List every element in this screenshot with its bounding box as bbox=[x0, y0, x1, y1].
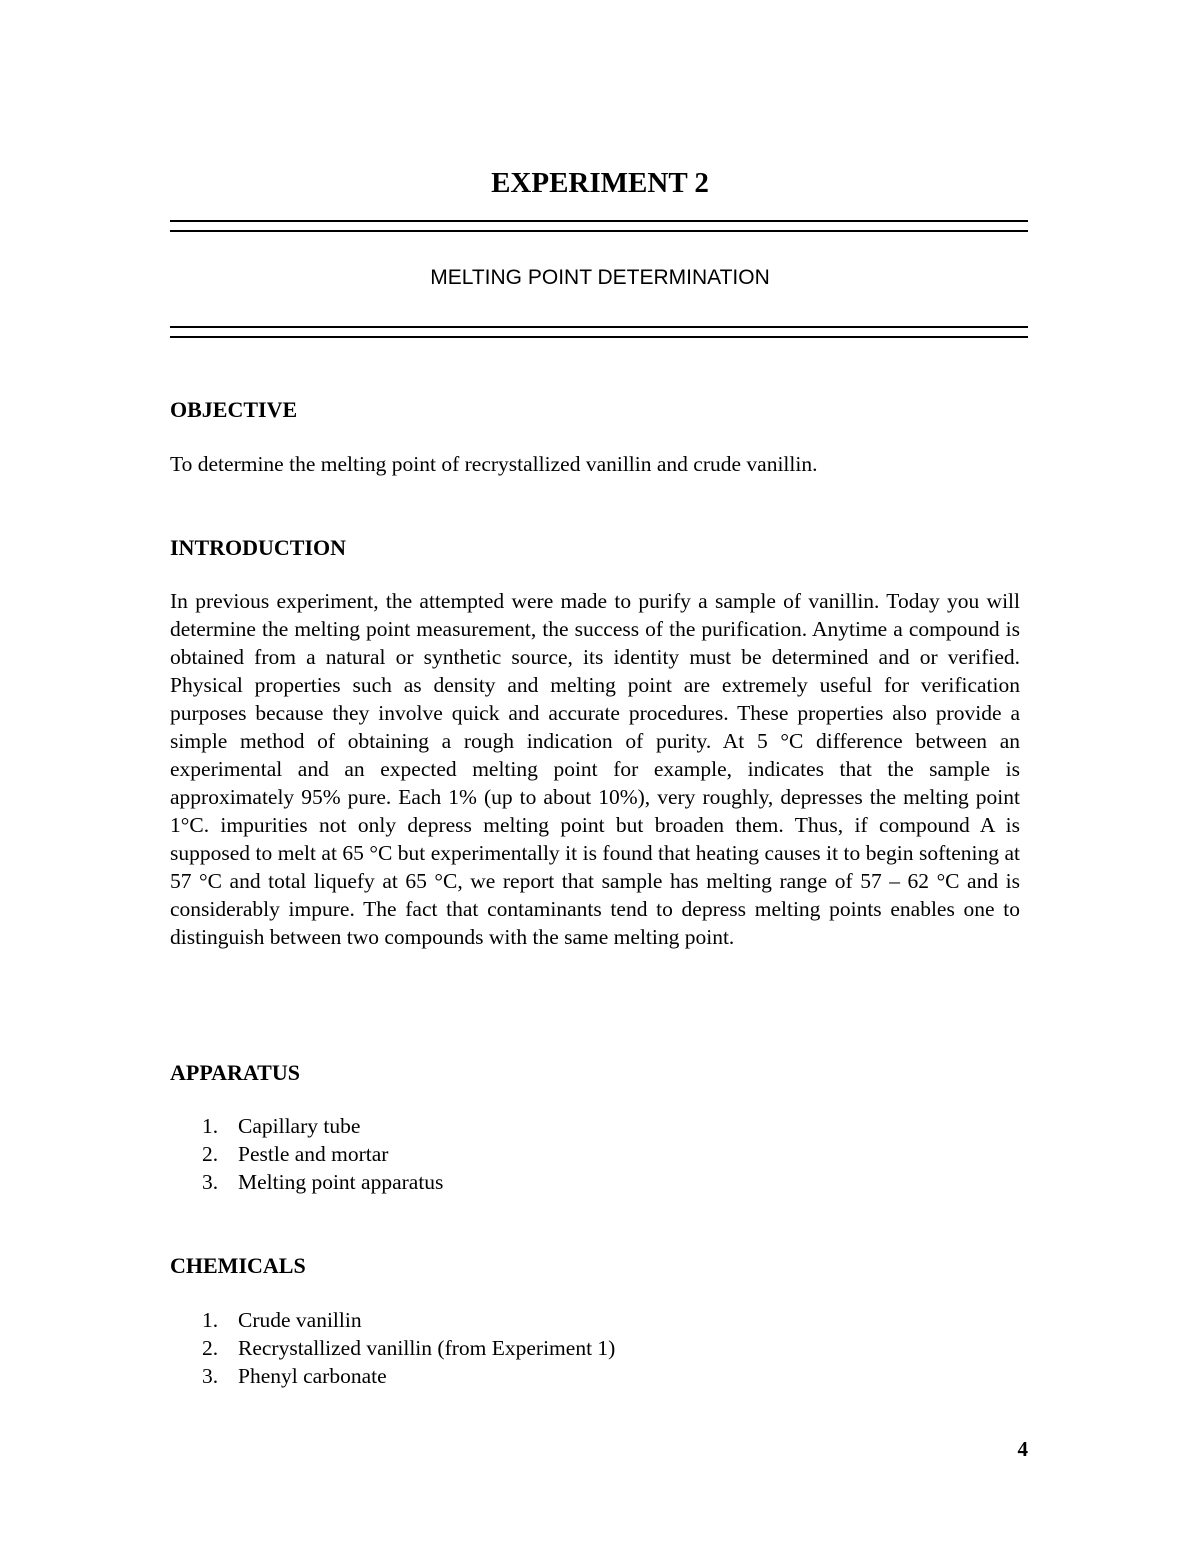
list-item-label: Pestle and mortar bbox=[238, 1142, 389, 1166]
introduction-heading: INTRODUCTION bbox=[170, 535, 347, 560]
page-title: EXPERIMENT 2 bbox=[491, 167, 709, 200]
list-item-number: 1. bbox=[202, 1308, 219, 1332]
objective-text: To determine the melting point of recrystallized vanillin and crude vanillin. bbox=[170, 452, 818, 476]
chemicals-heading: CHEMICALS bbox=[170, 1253, 306, 1278]
list-item bbox=[202, 1140, 902, 1168]
page-subtitle: MELTING POINT DETERMINATION bbox=[430, 266, 770, 289]
list-item-number: 2. bbox=[202, 1336, 219, 1360]
objective-heading: OBJECTIVE bbox=[170, 397, 298, 422]
list-item bbox=[202, 1168, 902, 1196]
list-item-number: 1. bbox=[202, 1114, 219, 1138]
introduction-text: In previous experiment, the attempted were made to purify a sample of vanillin. Today you will determine the melting point measurement, the success of the purification. Anytime a compound is obtained from a natural or synthetic source, its identity must be determined and or verified. Physical properties such as density and melting point are extremely useful for verification purposes because they involve quick and accurate procedures. These properties also provide a simple method of obtaining a rough indication of purity. At 5 °C difference between an experimental and an expected melting point for example, indicates that the sample is approximately 95% pure. Each 1% (up to about 10%), very roughly, depresses the melting point 1°C. impurities not only depress melting point but broaden them. Thus, if compound A is supposed to melt at 65 °C but experimentally it is found that heating causes it to begin softening at 57 °C and total liquefy at 65 °C, we report that sample has melting range of 57 – 62 °C and is considerably impure. The fact that contaminants tend to depress melting points enables one to distinguish between two compounds with the same melting point. bbox=[170, 589, 1020, 949]
apparatus-list bbox=[202, 1112, 902, 1196]
list-item-label: Phenyl carbonate bbox=[238, 1364, 387, 1388]
list-item bbox=[202, 1362, 902, 1390]
list-item-label: Melting point apparatus bbox=[238, 1170, 444, 1194]
list-item-label: Crude vanillin bbox=[238, 1308, 362, 1332]
list-item-label: Recrystallized vanillin (from Experiment 1) bbox=[238, 1336, 616, 1360]
double-rule-top bbox=[170, 220, 1028, 232]
page-number: 4 bbox=[1017, 1437, 1028, 1461]
apparatus-heading: APPARATUS bbox=[170, 1060, 300, 1085]
list-item bbox=[202, 1306, 902, 1334]
list-item-number: 2. bbox=[202, 1142, 219, 1166]
list-item bbox=[202, 1334, 902, 1362]
list-item-number: 3. bbox=[202, 1170, 219, 1194]
list-item-number: 3. bbox=[202, 1364, 219, 1388]
list-item bbox=[202, 1112, 902, 1140]
chemicals-list bbox=[202, 1306, 902, 1390]
list-item-label: Capillary tube bbox=[238, 1114, 361, 1138]
double-rule-bottom bbox=[170, 326, 1028, 338]
